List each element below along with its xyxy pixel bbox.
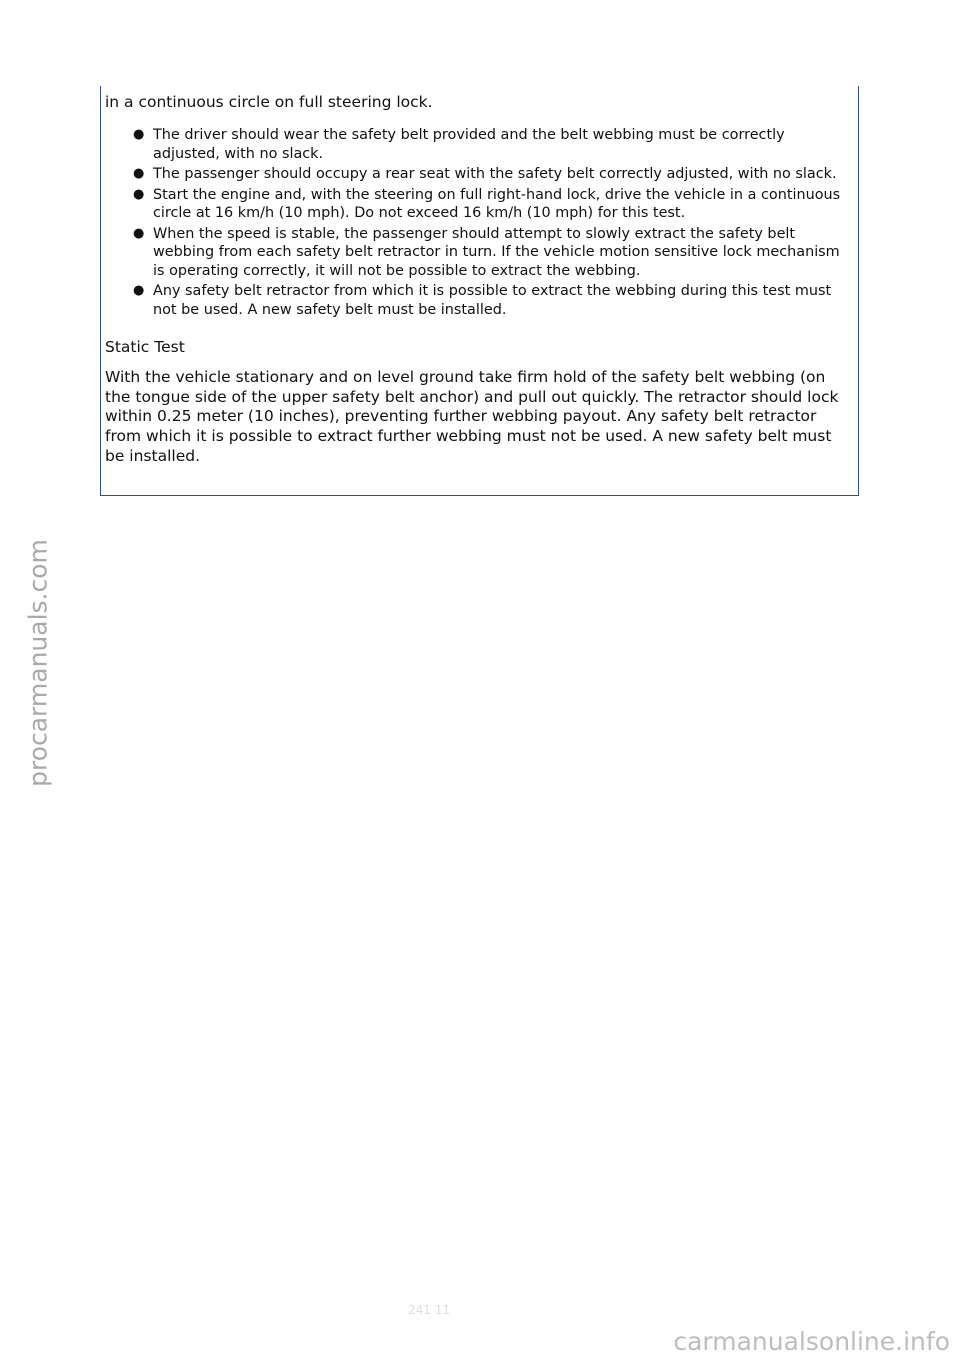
bullet-icon: ● [133, 127, 145, 142]
list-item-text: Any safety belt retractor from which it is possible to extract the webbing during this test must not be used. A new safety belt must be installed. [153, 283, 832, 318]
bullet-list [105, 126, 850, 319]
list-item-text: When the speed is stable, the passenger should attempt to slowly extract the safety belt webbing from each safety belt retractor in turn. If the vehicle motion sensitive lock mechanism is operating correctly, it will not be possible to extract the webbing. [153, 225, 840, 279]
static-test-paragraph: With the vehicle stationary and on level ground take firm hold of the safety belt webbing (on the tongue side of the upper safety belt anchor) and pull out quickly. The retractor should lock within 0.25 meter (10 inches), preventing further webbing payout. Any safety belt retractor from which it is possible to extract further webbing must not be used. A new safety belt must be installed. [105, 368, 839, 465]
bullet-icon: ● [133, 166, 145, 181]
bullet-icon: ● [133, 225, 145, 241]
side-watermark: procarmanuals.com [23, 539, 53, 787]
list-item-text: The passenger should occupy a rear seat with the safety belt correctly adjusted, with no slack. [153, 166, 837, 182]
bullet-icon: ● [133, 283, 145, 298]
page-number: 241 11 [408, 1303, 450, 1317]
section-heading: Static Test [105, 338, 185, 356]
list-item-text: Start the engine and, with the steering on full right-hand lock, drive the vehicle in a continuous circle at 16 km/h (10 mph). Do not exceed 16 km/h (10 mph) for this test. [153, 186, 841, 221]
content-box [100, 86, 859, 496]
bottom-watermark: carmanualsonline.info [673, 1327, 950, 1356]
list-item [133, 186, 850, 223]
list-item [133, 225, 850, 281]
intro-text: in a continuous circle on full steering lock. [105, 93, 433, 111]
list-item-text: The driver should wear the safety belt provided and the belt webbing must be correctly adjusted, with no slack. [153, 127, 785, 162]
list-item [133, 165, 850, 184]
list-item [133, 282, 850, 319]
bullet-icon: ● [133, 186, 145, 202]
list-item [133, 126, 850, 163]
